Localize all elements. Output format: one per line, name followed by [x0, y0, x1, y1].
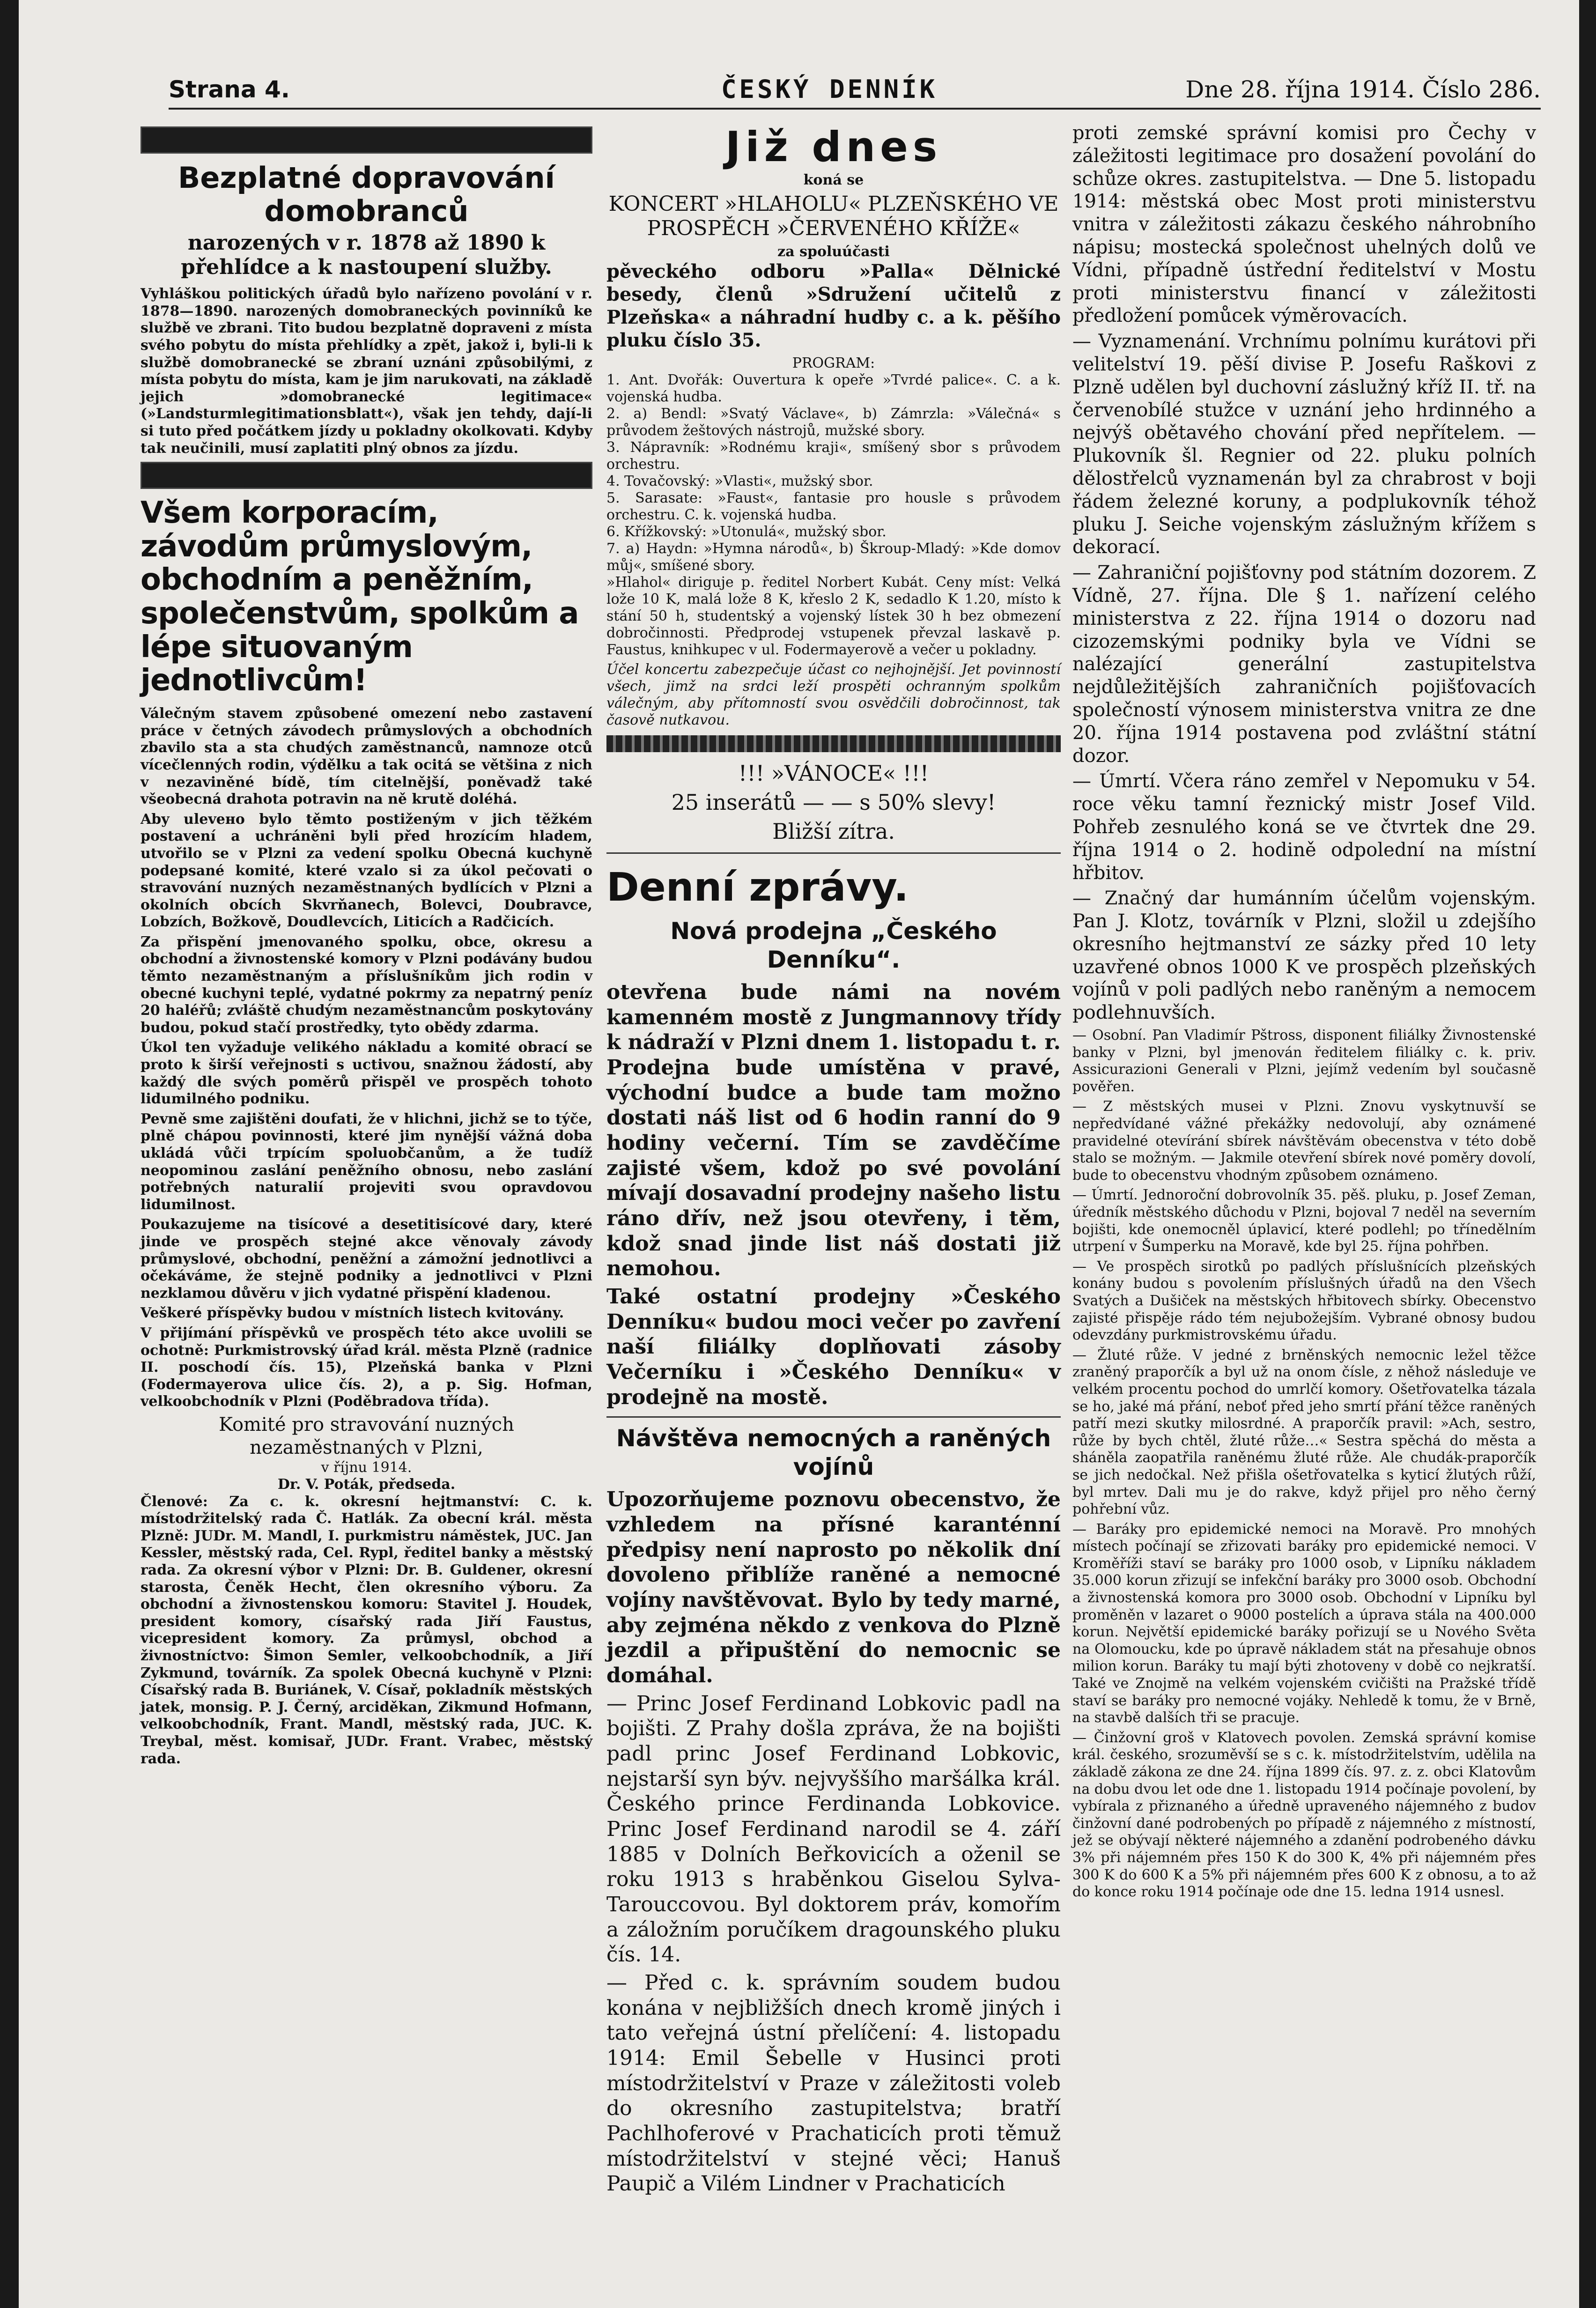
committee-members: Členové: Za c. k. okresní hejtmanství: C. k. místodržitelský rada Č. Hatlák. Za obecní král. města Plzně: JUDr. M. Mandl, I. purkmistru náměstek, JUC. Jan Kessler, městský rada, Cel. Rypl, ředitel banky a městský rada. Za okresní výbor v Plzni: Dr. B. Guldener, okresní starosta, Čeněk Hecht, člen okresního výboru. Za obchodní a živnostenskou komoru: Stavitel J. Houdek, president komory, císařský rada Jiří Faustus, vicepresident komory. Za průmysl, obchod a živnostníctvo: Šimon Semler, velkoobchodník, a Jiří Zykmund, továrník. Za spolek Obecná kuchyně v Plzni: Císařský rada B. Buriánek, V. Císař, pokladník městských jatek, monsig. P. J. Černý, arciděkan, Zikmund Hofmann, velkoobchodník, Frant. Mandl, městský rada, JUC. K. Treybal, měst. komisař, JUDr. Frant. Vrabec, městský rada. — [140, 1493, 592, 1767]
article-body: V přijímání příspěvků ve prospěch této akce uvolili se ochotně: Purkmistrovský úřad král. města Plzně (radnice II. poschodí čís. 15), Plzeňská banka v Plzni (Fodermayerova ulice čís. 2), a p. Sig. Hofman, velkoobchodník v Plzni (Poděbradova třída). — [140, 1324, 592, 1410]
committee-chair: Dr. V. Poták, předseda. — [277, 1476, 456, 1493]
program-item: 2. a) Bendl: »Svatý Václave«, b) Zámrzla: »Válečná« s průvodem žeštových nástrojů, mužské sbory. — [606, 406, 1061, 439]
article-body: — Žluté růže. V jedné z brněnských nemocnic ležel těžce zraněný praporčík a byl už na onom čísle, z něhož následuje ve velkém procentu pochod do umrlčí komory. Ošetřovatelka tázala se ho, jaké má přání, neboť před jeho smrtí přání těžce raněných patří mezi skutky milosrdné. A praporčík pravil: »Ach, sestro, růže by bych chtěl, žluté růže…« Sestra spěchá do města a sháněla zaopatřila raněnému žluté růže. Ale chudák-praporčík se jich nedočkal. Než přišla ošetřovatelka s kyticí žlutých růží, byl mrtev. Dali mu je do rakve, když přijel pro něho černý pohřební vůz. — [1072, 1346, 1536, 1518]
program-item: 7. a) Haydn: »Hymna národů«, b) Škroup-Mladý: »Kde domov můj«, smíšené sbory. — [606, 540, 1061, 574]
divider — [606, 852, 1061, 854]
concert-banner-headline: Již dnes — [725, 123, 942, 171]
program-label: PROGRAM: — [792, 355, 875, 371]
vanoce-inserat: 25 inserátů — — s 50% slevy! — [671, 790, 996, 815]
article-body: — Ve prospěch sirotků po padlých příslušnících plzeňských konány budou s povolením příslušných úřadů na den Všech Svatých a Dušiček na městských hřbitovech sbírky. Obecenstvo zajisté přispěje rádo tém nejubožejším. Vybrané obnosy budou odevzdány purkmistrovskému úřadu. — [1072, 1258, 1536, 1344]
headline-navsteva: Návštěva nemocných a raněných vojínů — [616, 1425, 1051, 1481]
article-body: Také ostatní prodejny »Českého Denníku« budou moci večer po zavření naší filiálky doplňovati zásoby Večerníku i »Českého Denníku« v prodejně na mostě. — [606, 1284, 1061, 1409]
ornamental-rule — [606, 735, 1061, 752]
program-item: 5. Sarasate: »Faust«, fantasie pro housle s průvodem orchestru. C. k. vojenská hudba. — [606, 490, 1061, 524]
concert-title: KONCERT »HLAHOLU« PLZEŇSKÉHO VE PROSPĚCH »ČERVENÉHO KŘÍŽE« — [608, 192, 1059, 240]
article-body: — Před c. k. správním soudem budou konána v nejbližších dnech kromě jiných i tato veřejná ústní přelíčení: 4. listopadu 1914: Emil Šebelle v Husinci proti místodržitelství v Praze v záležitosti voleb do okresního zastupitelstva; bratří Pachlhoferové v Prachaticích proti těmuž místodržitelství v stejné věci; Hanuš Paupič a Vilém Lindner v Prachaticích — [606, 1971, 1061, 2196]
page-header — [169, 75, 1541, 110]
column-2 — [606, 122, 1061, 2199]
committee-name: Komité pro stravování nuzných nezaměstnaných v Plzni, — [219, 1413, 514, 1458]
vanoce-blizsi: Bližší zítra. — [772, 819, 895, 844]
concert-spoluucasti: za spoluúčasti — [777, 243, 890, 260]
article-body: — Princ Josef Ferdinand Lobkovic padl na bojišti. Z Prahy došla zpráva, že na bojišti padl princ Josef Ferdinand Lobkovic, nejstarší syn býv. nejvyššího maršálka král. Českého prince Ferdinanda Lobkovice. Princ Josef Ferdinand narodil se 4. září 1885 v Dolních Beřkovicích a oženil se roku 1913 s hraběnkou Giselou Sylva-Tarouccovou. Byl doktorem práv, komořím a záložním poručíkem dragounského pluku čís. 14. — [606, 1691, 1061, 1967]
vanoce-ad — [606, 759, 1061, 846]
article-body: — Úmrtí. Včera ráno zemřel v Nepomuku v 54. roce věku tamní řeznický mistr Josef Vild. Pohřeb zesnulého koná se ve čtvrtek dne 29. října 1914 o 2. hodině odpolední na místní hřbitov. — [1072, 770, 1536, 884]
ornamental-rule — [140, 126, 592, 154]
scan-border-left — [0, 0, 19, 2308]
article-subtitle-domobranci: narozených v r. 1878 až 1890 k přehlídce a k nastoupení služby. — [181, 230, 552, 280]
article-title-domobranci: Bezplatné dopravování domobranců — [178, 161, 555, 229]
article-body: Aby ulevено bylo těmto postiženým v jich těžkém postavení a uchráněni byli před hrozícím hladem, utvořilo se v Plzni za vedení spolku Obecná kuchyně podepsané komité, které vzalo si za úkol pečovati o stravování nuzných nezaměstnaných bydlících v Plzni a okolních obcích Skvrňanech, Bolevci, Doubravce, Lobzích, Božkově, Doudlevcích, Liticích a Radčicích. — [140, 811, 592, 931]
column-1 — [140, 122, 592, 1770]
program-item: 4. Tovačovský: »Vlasti«, mužský sbor. — [606, 473, 873, 490]
concert-purpose: Účel koncertu zabezpečuje účast co nejhojnější. Jet povinností všech, jimž na srdci leží prospěti ochranným spolkům válečným, aby přítomností svou osvědčili dobročinnost, tak časově nutkavou. — [606, 661, 1061, 729]
program-item: 6. Křížkovský: »Utonulá«, mužský sbor. — [606, 524, 887, 540]
program-list — [606, 372, 1061, 574]
article-body: — Úmrtí. Jednoroční dobrovolník 35. pěš. pluku, p. Josef Zeman, úředník městského důchodu v Plzni, bojoval 7 neděl na severním bojišti, kde onemocněl úplavicí, které podlehl; po třínedělním utrpení v Šumperku na Moravě, kde byl 25. října pohřben. — [1072, 1187, 1536, 1255]
program-item: 1. Ant. Dvořák: Ouvertura k opeře »Tvrdé palice«. C. a k. vojenská hudba. — [606, 372, 1061, 406]
section-title-denni-zpravy: Denní zprávy. — [606, 864, 909, 910]
headline-prodejna: Nová prodejna „Českého Denníku“. — [670, 917, 997, 973]
article-body: Za přispění jmenovaného spolku, obce, okresu a obchodní a živnostenské komory v Plzni podávány budou těmto nezaměstnaným a příslušníkům jich rodin v obecné kuchyni teplé, vydatné pokrmy za nepatrný peníz 20 haléřů; zvláště chudým nezaměstnancům poskytovány budou, pokud stačí prostředky, tyto obědy zdarma. — [140, 933, 592, 1036]
vanoce-title: !!! »VÁNOCE« !!! — [738, 761, 929, 786]
column-3 — [1072, 122, 1536, 1904]
article-body: Úkol ten vyžaduje velikého nákladu a komité obrací se proto k širší veřejnosti s uctivou, snažnou žádostí, aby každý dle svých poměrů přispěl ve prospěch tohoto lidumilného podniku. — [140, 1039, 592, 1108]
article-body: — Z městských musei v Plzni. Znovu vyskytnuvší se nepředvídané vážné překážky nedovolují, aby oznámené pravidelné otevírání sbírek návštěvám obecenstva v této době stalo se možným. — Jakmile otevření sbírek nové poměry dovolí, bude to obecenstvu vhodným způsobem oznámeno. — [1072, 1098, 1536, 1184]
article-body: — Zahraniční pojišťovny pod státním dozorem. Z Vídně, 27. října. Dle § 1. nařízení celého ministerstva z 22. října 1914 o dozoru nad cizozemskými podniky byla ve Vídni se nalézající generální zastupitelstva nejdůležitějších zahraničních pojišťovacích společností výnosem ministerstva vnitra ze dne 20. října 1914 postavena pod zvláštní státní dozor. — [1072, 562, 1536, 767]
article-body: Pevně sme zajištěni doufati, že v hlichni, jichž se to týče, plně chápou povinnosti, které jim nynější vážná doba ukládá vůči trpícím spoluobčanům, a že tudíž neopominou zaslání peněžního obnosu, nebo zaslání potřebných naturalií projeviti svou opravdovou lidumilnost. — [140, 1110, 592, 1213]
concert-kona-se: koná se — [803, 172, 864, 189]
article-body: — Činžovní groš v Klatovech povolen. Zemská správní komise král. českého, srozuměvší se s c. k. místodržitelstvím, udělila na základě zákona ze dne 24. října 1899 čís. 97. z. z. obci Klatovům na dobu dvou let ode dne 1. listopadu 1914 počínaje povolení, by vybírala z přiznaného a úředně upraveného nájemného z budov činžovní dané podrobených po případě z nájemného z místností, jež se obývají některé nájemného a zdanění podrobeného dávku 3% při nájemném přes 150 K do 300 K, 4% při nájemném přes 300 K do 600 K a 5% při nájemném přes 600 K z obnosu, a to až do konce roku 1914 počínaje ode dne 15. ledna 1914 usnesl. — [1072, 1729, 1536, 1901]
article-body: Vyhláškou politických úřadů bylo nařízeno povolání v r. 1878—1890. narozených domobraneckých povinníků ke službě ve zbrani. Tito budou bezplatně dopraveni z místa svého pobytu do místa přehlídky a zpět, jakož i, byli-li k službě domobranecké se zbraní uznáni způsobilými, z místa pobytu do místa, kam je jim narukovati, na základě jejich »domobranecké legitimace« (»Landsturmlegitimationsblatt«), však jen tehdy, dají-li si tuto před počátkem jízdy u pokladny okolkovati. Kdyby tak neučinili, musí zaplatiti plný obnos za jízdu. — [140, 286, 592, 457]
scan-border-right — [1579, 0, 1596, 2308]
article-body: — Baráky pro epidemické nemoci na Moravě. Pro mnohých místech počínají se zřizovati baráky pro epidemické nemoci. V Kroměříži staví se baráky pro 1000 osob, v Lipníku nákladem 35.000 korun zřizují se infekční baráky pro 3000 osob. Obchodní a živnostenská komora pro 3000 osob. Obchodní v Lipníku byl proměněn v lazaret o 9000 postelích a úprava stála na 400.000 korun. Největší epidemické baráky pořizují se u Nového Světa na Olomoucku, kde po úpravě nákladem stát na přesahuje obnos milion korun. Baráky tu mají býti zhotoveny v době co nejkratší. Také ve Znojmě na velkém vojenském cvičišti na Pražské třídě staví se baráky pro nemocné vojáky. Nehledě k tomu, že v Brně, na stavbě dalších tři se pracuje. — [1072, 1521, 1536, 1726]
divider — [606, 1416, 1061, 1418]
article-body: Válečným stavem způsobené omezení nebo zastavení práce v četných závodech průmyslových a obchodních zbavilo sta a sta chudých zaměstnanců, namnoze otců vícečlenných rodin, výdělku a tak ocitá se většina z nich v nezaviněné bídě, tím citelnější, poněvadž také všeobecná drahota potravin na ně krutě doléhá. — [140, 705, 592, 808]
appeal-headline: Všem korporacím, závodům průmyslovým, obchodním a peněžním, společenstvům, spolkům a lépe situovaným jednotlivcům! — [140, 496, 579, 698]
article-body: Upozorňujeme poznovu obecenstvo, že vzhledem na přísné karanténní předpisy není naprosto po několik dní dovoleno přiblíže raněné a nemocné vojíny navštěvovat. Bylo by tedy marné, aby zejména někdo z venkova do Plzně jezdil a připuštění do nemocnic se domáhal. — [606, 1487, 1061, 1688]
program-item: 3. Nápravník: »Rodnému kraji«, smíšený sbor s průvodem orchestru. — [606, 439, 1061, 473]
committee-date: v říjnu 1914. — [321, 1459, 412, 1476]
masthead-title: ČESKÝ DENNÍK — [721, 74, 938, 104]
article-body: proti zemské správní komisi pro Čechy v záležitosti legitimace pro dosažení povolání do schůze okres. zastupitelstva. — Dne 5. listopadu 1914: městská obec Most proti ministerstvu vnitra v záležitosti zákazu českého náhrobního nápisu; mostecká společnost uhelných dolů ve Vídni, případně ústřední ředitelství v Mostu proti ministerstvu financí v záležitosti předložení pomůcek výměrovacích. — [1072, 122, 1536, 327]
article-body: otevřena bude námi na novém kamenném mostě z Jungmannovy třídy k nádraží v Plzni dnem 1. listopadu t. r. Prodejna bude umístěna v pravé, východní budce a bude tam možno dostati náš list od 6 hodin ranní do 9 hodiny večerní. Tím se zavděčíme zajisté všem, kdož po své povolání mívají dosavadní prodejny našeho listu ráno dřív, než jsou otevřeny, i těm, kdož snad jinde list náš dostati již nemohou. — [606, 980, 1061, 1281]
article-body: Poukazujeme na tisícové a desetitisícové dary, které jinde ve prospěch stejné akce věnovaly závody průmyslové, obchodní, peněžní a zámožní jednotlivci a očekáváme, že stejně podniky a jednotlivci v Plzni nezklamou důvěru v jich vydatné přispění kladenou. — [140, 1216, 592, 1302]
article-body: — Vyznamenání. Vrchnímu polnímu kurátovi při velitelství 19. pěší divise P. Josefu Raškovi z Plzně udělen byl duchovní záslužný kříž II. tř. na červenobílé stužce v uznání jeho hrdinného a nejvýš obětavého chování před nepřítelem. — Plukovník šl. Regnier od 22. pluku polních dělostřelců vyznamenán byl za chrabrost v boji řádem železné koruny, a podplukovník téhož pluku J. Seiche vojenským záslužným křížem s dekorací. — [1072, 331, 1536, 558]
concert-participants: pěveckého odboru »Palla« Dělnické besedy, členů »Sdružení učitelů z Plzeňska« a náhradní hudby c. a k. pěšího pluku číslo 35. — [606, 260, 1061, 351]
article-body: Veškeré příspěvky budou v místních listech kvitovány. — [140, 1305, 564, 1322]
article-body: — Značný dar humánním účelům vojenským. Pan J. Klotz, továrník v Plzni, složil u zdejšího okresního hejtmanství ze sázky před 10 lety uzavřené obnos 1000 K ve prospěch plzeňských vojínů v poli padlých nebo raněným a nemocem podlehnuvších. — [1072, 888, 1536, 1024]
ornamental-rule — [140, 462, 592, 489]
page-number: Strana 4. — [169, 76, 290, 103]
issue-date: Dne 28. října 1914. Číslo 286. — [1185, 76, 1541, 103]
concert-conductor-prices: »Hlahol« diriguje p. ředitel Norbert Kubát. Ceny míst: Velká lože 10 K, malá lože 8 K, křeslo 2 K, sedadlo K 1.20, místo k stání 50 h, studentský a vojenský lístek 30 h bez obmezení dobročinnosti. Předprodej vstupenek převzal laskavě p. Faustus, knihkupec v ul. Fodermayerově a večer u pokladny. — [606, 574, 1061, 658]
article-body: — Osobní. Pan Vladimír Pštross, disponent filiálky Živnostenské banky v Plzni, byl jmenován ředitelem filiálky c. k. priv. Assicurazioni Generali v Plzni, jejímž vedením byl současně pověřen. — [1072, 1027, 1536, 1095]
